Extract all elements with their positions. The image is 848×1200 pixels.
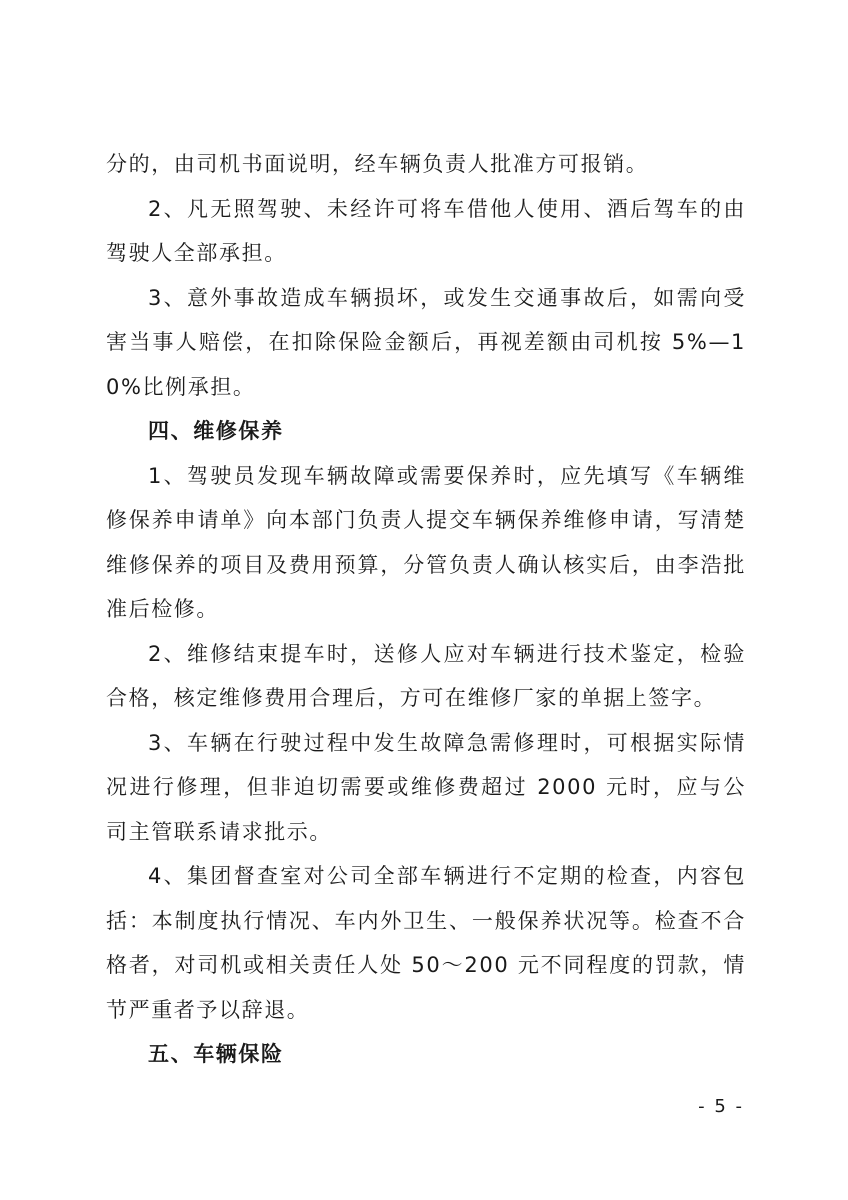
- paragraph-item-2: 2、凡无照驾驶、未经许可将车借他人使用、酒后驾车的由驾驶人全部承担。: [106, 196, 746, 265]
- page-number: - 5 -: [698, 1096, 744, 1117]
- paragraph-item-3: 3、意外事故造成车辆损坏，或发生交通事故后，如需向受害当事人赔偿，在扣除保险金额后，再视差额由司机按 5%—10%比例承担。: [106, 285, 746, 399]
- paragraph-maintenance-2: 2、维修结束提车时，送修人应对车辆进行技术鉴定，检验合格，核定维修费用合理后，方可在维修厂家的单据上签字。: [106, 641, 746, 710]
- paragraph-maintenance-1: 1、驾驶员发现车辆故障或需要保养时，应先填写《车辆维修保养申请单》向本部门负责人提交车辆保养维修申请，写清楚维修保养的项目及费用预算，分管负责人确认核实后，由李浩批准后检修。: [106, 463, 746, 621]
- section-heading-maintenance: 四、维修保养: [148, 419, 284, 443]
- paragraph-maintenance-4: 4、集团督查室对公司全部车辆进行不定期的检查，内容包括：本制度执行情况、车内外卫生、一般保养状况等。检查不合格者，对司机或相关责任人处 50～200 元不同程度的罚款，情节严重者予以辞退。: [106, 864, 746, 1022]
- paragraph-continuation: 分的，由司机书面说明，经车辆负责人批准方可报销。: [106, 152, 649, 176]
- document-body: [106, 142, 746, 1077]
- section-heading-insurance: 五、车辆保险: [148, 1042, 284, 1066]
- paragraph-maintenance-3: 3、车辆在行驶过程中发生故障急需修理时，可根据实际情况进行修理，但非迫切需要或维修费超过 2000 元时，应与公司主管联系请求批示。: [106, 730, 746, 844]
